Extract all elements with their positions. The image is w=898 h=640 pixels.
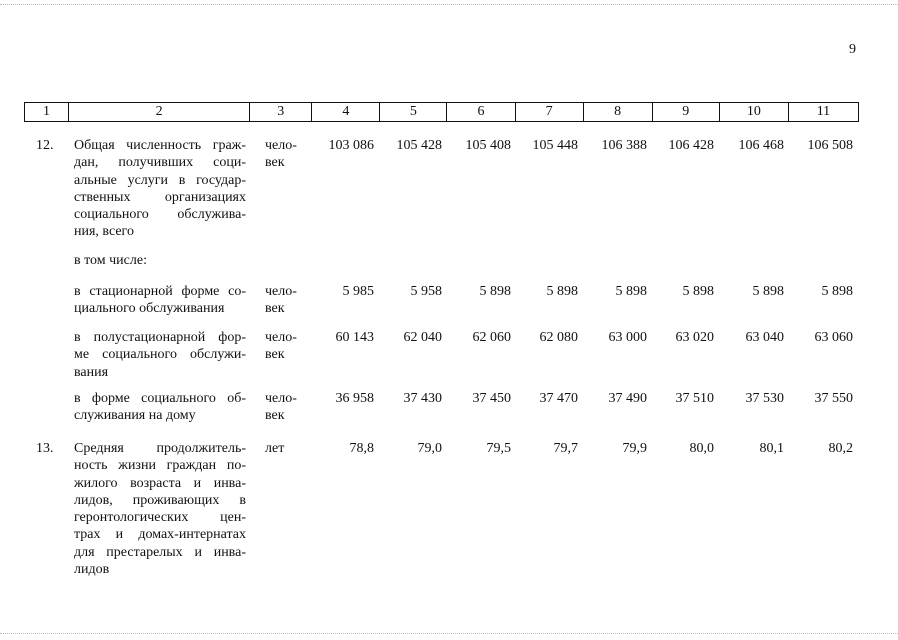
indicator-name-line: Общая численность граж- xyxy=(74,138,246,153)
value-cell: 5 898 xyxy=(821,284,853,299)
indicator-name-line: лидов, проживающих в xyxy=(74,492,246,508)
row-number: 12. xyxy=(36,138,54,153)
indicator-name-line: дан, получивших соци- xyxy=(74,155,246,171)
page-number: 9 xyxy=(849,42,856,57)
value-cell: 103 086 xyxy=(328,138,374,153)
value-cell: 63 040 xyxy=(745,330,784,345)
unit-line: чело- xyxy=(265,138,297,153)
indicator-name-line: для престарелых и инва- xyxy=(74,544,246,560)
column-header: 7 xyxy=(515,103,583,122)
value-cell: 80,0 xyxy=(689,441,714,456)
value-cell: 105 428 xyxy=(396,138,442,153)
value-cell: 63 020 xyxy=(675,330,714,345)
unit-line: век xyxy=(265,301,285,317)
value-cell: 105 408 xyxy=(465,138,511,153)
indicator-name-line: ме социального обслужи- xyxy=(74,347,246,363)
column-header: 11 xyxy=(788,103,858,122)
value-cell: 5 898 xyxy=(752,284,784,299)
value-cell: 79,0 xyxy=(417,441,442,456)
unit-of-measure xyxy=(265,137,297,172)
unit-of-measure xyxy=(265,283,297,318)
indicator-name-line: социального обслужива- xyxy=(74,207,246,223)
value-cell: 5 898 xyxy=(479,284,511,299)
value-cell: 79,5 xyxy=(486,441,511,456)
unit-of-measure xyxy=(265,390,297,425)
unit-of-measure xyxy=(265,440,284,457)
unit-line: чело- xyxy=(265,330,297,345)
value-cell: 37 470 xyxy=(539,391,578,406)
indicator-name-line: вания xyxy=(74,364,109,380)
value-cell: 60 143 xyxy=(335,330,374,345)
indicator-name-line: Средняя продолжитель- xyxy=(74,441,246,456)
indicator-name xyxy=(74,390,246,425)
indicator-name-line: служивания на дому xyxy=(74,408,196,424)
indicator-name-line: ность жизни граждан по- xyxy=(74,458,246,474)
value-cell: 80,2 xyxy=(828,441,853,456)
indicator-name xyxy=(74,283,246,318)
column-number-header xyxy=(24,102,859,122)
value-cell: 37 530 xyxy=(745,391,784,406)
indicator-name-line: в форме социального об- xyxy=(74,391,246,406)
indicator-name-line: лидов xyxy=(74,562,110,578)
column-header: 4 xyxy=(312,103,380,122)
indicator-name-line: в полустационарной фор- xyxy=(74,330,246,345)
unit-line: век xyxy=(265,408,285,424)
column-header: 6 xyxy=(447,103,515,122)
column-header: 8 xyxy=(583,103,652,122)
indicator-name-line: ния, всего xyxy=(74,224,134,240)
value-cell: 5 898 xyxy=(615,284,647,299)
indicator-name-line: альные услуги в государ- xyxy=(74,172,246,188)
scan-edge-bottom xyxy=(0,633,898,634)
value-cell: 5 985 xyxy=(342,284,374,299)
value-cell: 62 080 xyxy=(539,330,578,345)
unit-line: век xyxy=(265,155,285,171)
value-cell: 5 958 xyxy=(410,284,442,299)
value-cell: 37 450 xyxy=(472,391,511,406)
subheading: в том числе: xyxy=(74,253,147,268)
column-header: 5 xyxy=(380,103,447,122)
indicator-name-line: циального обслуживания xyxy=(74,301,225,317)
indicator-name-line: в стационарной форме со- xyxy=(74,284,246,299)
indicator-name-line: жилого возраста и инва- xyxy=(74,475,246,491)
unit-line: век xyxy=(265,347,285,363)
indicator-name xyxy=(74,329,246,381)
value-cell: 79,7 xyxy=(553,441,578,456)
column-header: 3 xyxy=(250,103,312,122)
value-cell: 5 898 xyxy=(682,284,714,299)
indicator-name-line: ственных организациях xyxy=(74,189,246,205)
value-cell: 78,8 xyxy=(349,441,374,456)
value-cell: 37 510 xyxy=(675,391,714,406)
value-cell: 79,9 xyxy=(622,441,647,456)
value-cell: 106 508 xyxy=(807,138,853,153)
unit-line: лет xyxy=(265,441,285,456)
value-cell: 37 550 xyxy=(814,391,853,406)
value-cell: 62 060 xyxy=(472,330,511,345)
column-header: 9 xyxy=(652,103,719,122)
value-cell: 106 428 xyxy=(668,138,714,153)
scan-edge-top xyxy=(0,4,898,5)
unit-of-measure xyxy=(265,329,297,364)
value-cell: 63 000 xyxy=(608,330,647,345)
indicator-name-line: трах и домах-интернатах xyxy=(74,527,246,543)
indicator-name xyxy=(74,440,246,578)
row-number: 13. xyxy=(36,441,54,456)
value-cell: 36 958 xyxy=(335,391,374,406)
column-header: 2 xyxy=(69,103,250,122)
value-cell: 63 060 xyxy=(814,330,853,345)
value-cell: 5 898 xyxy=(546,284,578,299)
unit-line: чело- xyxy=(265,391,297,406)
value-cell: 80,1 xyxy=(759,441,784,456)
value-cell: 105 448 xyxy=(532,138,578,153)
column-header: 10 xyxy=(719,103,788,122)
column-header: 1 xyxy=(25,103,69,122)
value-cell: 37 490 xyxy=(608,391,647,406)
indicator-name-line: геронтологических цен- xyxy=(74,510,246,526)
value-cell: 62 040 xyxy=(403,330,442,345)
value-cell: 106 388 xyxy=(601,138,647,153)
value-cell: 37 430 xyxy=(403,391,442,406)
indicator-name xyxy=(74,137,246,241)
value-cell: 106 468 xyxy=(738,138,784,153)
unit-line: чело- xyxy=(265,284,297,299)
